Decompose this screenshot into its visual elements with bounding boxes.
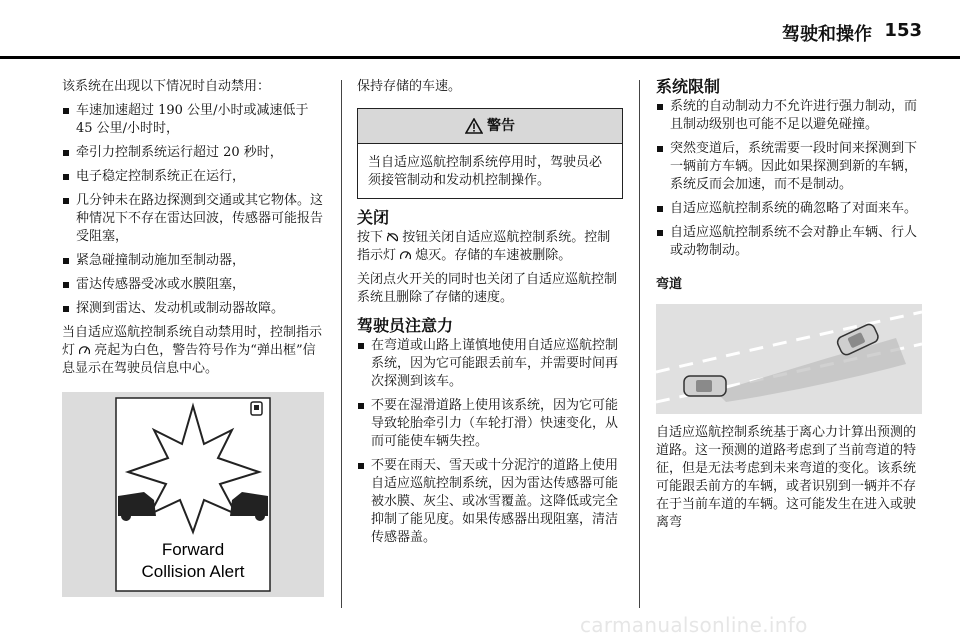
attention-heading: 驾驶员注意力 (357, 316, 454, 335)
list-item: 不要在雨天、雪天或十分泥泞的道路上使用自适应巡航控制系统，因为雷达传感器可能被水膜、灰尘、或冰雪覆盖。这降低或完全抑制了能见度。如果传感器出现阻塞，清洁传感器盖。 (357, 457, 623, 547)
column-left (62, 78, 327, 597)
disable-conditions-list (62, 102, 327, 318)
list-item: 不要在湿滑道路上使用该系统，因为它可能导致轮胎牵引力（车轮打滑）快速变化，从而可能使车辆失控。 (357, 397, 623, 451)
column-right (656, 78, 922, 538)
warning-header (358, 109, 622, 144)
column-middle (357, 78, 623, 553)
warning-title: 警告 (487, 118, 515, 134)
column-divider (341, 80, 342, 608)
own-car-icon (684, 376, 726, 396)
curve-road-figure (656, 304, 922, 414)
ignition-off-paragraph: 关闭点火开关的同时也关闭了自适应巡航控制系统且删除了存储的速度。 (357, 272, 618, 305)
paragraph-text: 按下 (357, 230, 384, 245)
figure-label-line2: Collision Alert (141, 562, 245, 581)
limits-list (656, 98, 922, 260)
list-item: 几分钟未在路边探测到交通或其它物体。这种情况下不存在雷达回波，传感器可能报告受阻塞， (62, 192, 327, 246)
paragraph-text: 当自适应巡航控制系统自动禁用时，控制指示灯 (62, 325, 323, 358)
curve-heading: 弯道 (656, 277, 683, 292)
curve-paragraph: 自适应巡航控制系统基于离心力计算出预测的道路。这一预测的道路考虑到了当前弯道的特征，但是无法考虑到未来弯道的变化。该系统可能跟丢前方的车辆，或者识别到一辆并不存在于当前车道的车辆。这可能发生在进入或驶离弯 (656, 425, 917, 530)
list-item: 自适应巡航控制系统不会对静止车辆、行人或动物制动。 (656, 224, 922, 260)
list-item: 在弯道或山路上谨慎地使用自适应巡航控制系统，因为它可能跟丢前车，并需要时间再次探测到该车。 (357, 337, 623, 391)
auto-disable-paragraph (62, 324, 327, 378)
keep-speed-text: 保持存储的车速。 (357, 79, 462, 94)
off-paragraph (357, 229, 623, 265)
disable-intro: 该系统在出现以下情况时自动禁用： (62, 79, 271, 94)
header-rule (0, 56, 960, 59)
forward-collision-alert-figure (62, 392, 324, 597)
cruise-indicator-icon (79, 345, 90, 355)
section-title: 驾驶和操作 (782, 24, 872, 45)
list-item: 雷达传感器受冰或水膜阻塞， (62, 276, 327, 294)
figure-label-line1: Forward (161, 540, 225, 559)
list-item: 电子稳定控制系统正在运行， (62, 168, 327, 186)
list-item: 探测到雷达、发动机或制动器故障。 (62, 300, 327, 318)
page-number: 153 (884, 20, 922, 41)
paragraph-text: 熄灭。存储的车速被删除。 (415, 248, 572, 263)
watermark: carmanualsonline.info (580, 613, 808, 637)
list-item: 车速加速超过 190 公里/小时或减速低于 45 公里/小时时， (62, 102, 327, 138)
warning-body: 当自适应巡航控制系统停用时，驾驶员必须接管制动和发动机控制操作。 (368, 155, 603, 188)
list-item: 紧急碰撞制动施加至制动器， (62, 252, 327, 270)
off-heading: 关闭 (357, 208, 390, 227)
list-item: 突然变道后，系统需要一段时间来探测到下一辆前方车辆。因此如果探测到新的车辆，系统反而会加速，而不是制动。 (656, 140, 922, 194)
column-divider (639, 80, 640, 608)
list-item: 自适应巡航控制系统的确忽略了对面来车。 (656, 200, 922, 218)
paragraph-text: 亮起为白色，警告符号作为“弹出框”信息显示在驾驶员信息中心。 (62, 343, 316, 376)
cruise-indicator-icon (400, 250, 411, 260)
list-item: 系统的自动制动力不允许进行强力制动，而且制动级别也可能不足以避免碰撞。 (656, 98, 922, 134)
page-header (0, 0, 960, 58)
limits-heading: 系统限制 (656, 77, 721, 96)
attention-list (357, 337, 623, 547)
cruise-off-button-icon (387, 232, 398, 242)
paragraph-text: 按钮关闭自适应巡航控制系统。控制指示灯 (357, 230, 611, 263)
list-item: 牵引力控制系统运行超过 20 秒时， (62, 144, 327, 162)
radar-beam (716, 338, 906, 402)
warning-box (357, 108, 623, 199)
warning-triangle-icon (465, 118, 483, 134)
